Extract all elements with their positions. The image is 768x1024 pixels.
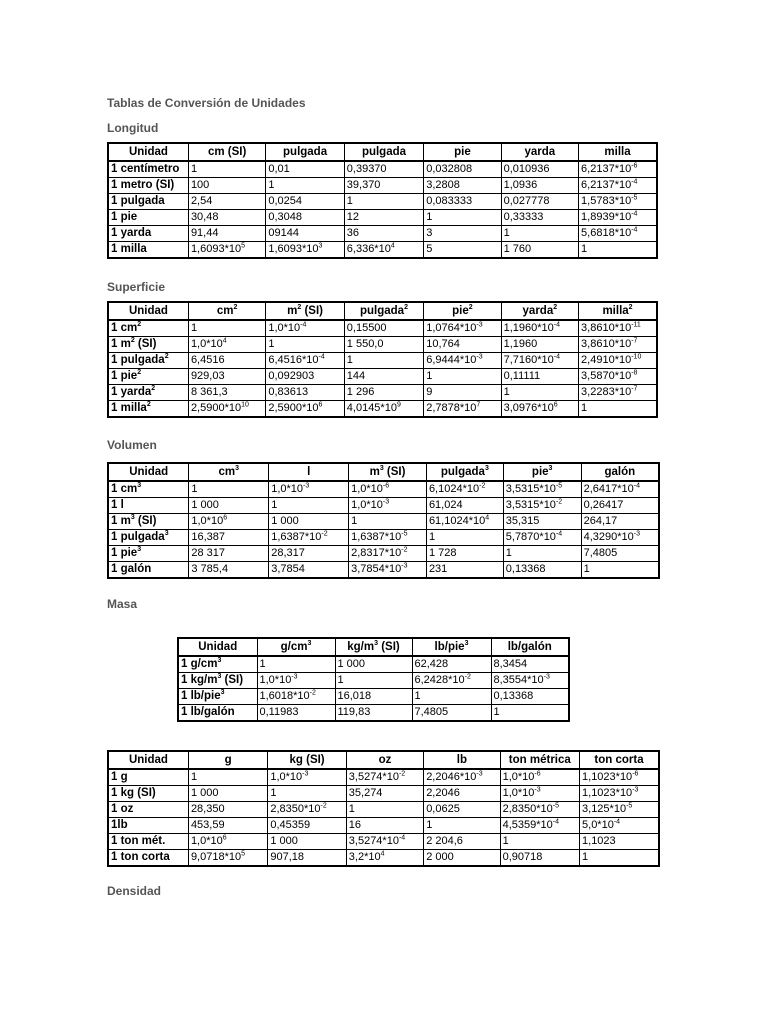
table-row (108, 786, 659, 802)
table-cell: $3,5315*10^{-5}$ (503, 481, 581, 498)
table-cell: $1,0*10^{-3}$ (257, 673, 335, 689)
table-cell: $1,0*10^{-6}$ (500, 769, 579, 786)
table-cell: 1 (188, 161, 265, 178)
table-cell: 0,3048 (266, 210, 344, 226)
column-header: pulgada$^2$ (344, 302, 423, 320)
table-cell: $61,1024*10^4$ (426, 514, 503, 530)
row-label: 1 ton mét. (108, 834, 188, 850)
table-cell: 0,45359 (268, 818, 346, 834)
table-masa-densidad (177, 637, 570, 722)
table-cell: $3,5274*10^{-2}$ (346, 769, 423, 786)
column-header: kg (SI) (268, 751, 346, 769)
table-cell: $5,7870*10^{-4}$ (503, 530, 581, 546)
heading-densidad: Densidad (107, 884, 162, 898)
heading-volumen: Volumen (107, 438, 157, 452)
table-cell: $6,336*10^4$ (344, 242, 423, 259)
row-label: 1 yarda (108, 226, 188, 242)
column-header: $cm^3$ (189, 463, 269, 481)
row-label: 1 milla (108, 242, 188, 259)
row-label: 1 ton corta (108, 850, 188, 867)
column-header: pie$^3$ (503, 463, 581, 481)
table-cell: 8,3454 (491, 656, 569, 673)
table-row (108, 194, 657, 210)
table-cell: $4,5359*10^{-4}$ (500, 818, 579, 834)
table-cell: $1,8939*10^{-4}$ (579, 210, 657, 226)
table-cell: $1,0*10^{-3}$ (269, 481, 349, 498)
table-cell: $1,0*10^4$ (188, 337, 265, 353)
table-row (108, 178, 657, 194)
table-cell: $1,0*10^6$ (188, 834, 267, 850)
table-cell: 264,17 (581, 514, 659, 530)
page-title: Tablas de Conversión de Unidades (107, 96, 306, 110)
table-cell: $2,2046*10^{-3}$ (424, 769, 500, 786)
row-label: 1 $m^2$ (SI) (108, 337, 188, 353)
row-label: 1 pie$^3$ (108, 546, 189, 562)
column-header: ton métrica (500, 751, 579, 769)
column-header: galón (581, 463, 659, 481)
table-row (108, 818, 659, 834)
table-cell: $4,3290*10^{-3}$ (581, 530, 659, 546)
column-header: yarda (501, 143, 578, 161)
table-cell: 100 (188, 178, 265, 194)
column-header: pie$^2$ (424, 302, 501, 320)
table-cell: 231 (426, 562, 503, 579)
table-cell: 1 (501, 385, 578, 401)
table-cell: 30,48 (188, 210, 265, 226)
table-cell: $1,1023*10^{-3}$ (580, 786, 659, 802)
table-cell: $8,3554*10^{-3}$ (491, 673, 569, 689)
table-cell: 36 (344, 226, 423, 242)
table-cell: $1,6093*10^5$ (188, 242, 265, 259)
table-cell: $1,0*10^{-3}$ (500, 786, 579, 802)
table-cell: 0,11983 (257, 705, 335, 722)
table-cell: 1 (268, 786, 346, 802)
row-label: 1 metro (SI) (108, 178, 188, 194)
table-cell: 144 (344, 369, 423, 385)
table-row (108, 369, 657, 385)
row-label: 1 $kg/m^3$ (SI) (178, 673, 257, 689)
column-header: Unidad (108, 463, 189, 481)
table-cell: 1 000 (188, 786, 267, 802)
table-row (108, 546, 659, 562)
row-label: 1 centímetro (108, 161, 188, 178)
table-row (178, 689, 569, 705)
table-cell: 35,274 (346, 786, 423, 802)
table-cell: $2,5900*10^{10}$ (188, 401, 265, 418)
table-cell: 2,2046 (424, 786, 500, 802)
table-cell: $2,6417*10^{-4}$ (581, 481, 659, 498)
table-cell: 09144 (266, 226, 344, 242)
table-cell: 1 (424, 818, 500, 834)
table-row (108, 385, 657, 401)
table-cell: 1 550,0 (344, 337, 423, 353)
table-cell: $6,1024*10^{-2}$ (426, 481, 503, 498)
table-cell: 2 204,6 (424, 834, 500, 850)
table-cell: $9,0718*10^5$ (188, 850, 267, 867)
table-cell: 0,01 (266, 161, 344, 178)
row-label: 1 $cm^3$ (108, 481, 189, 498)
table-cell: 0,90718 (500, 850, 579, 867)
table-cell: $1,0*10^6$ (189, 514, 269, 530)
column-header: ton corta (580, 751, 659, 769)
table-row (108, 210, 657, 226)
table-cell: $3,2*10^4$ (346, 850, 423, 867)
table-cell: 28 317 (189, 546, 269, 562)
table-cell: $1,0*10^{-3}$ (349, 498, 427, 514)
table-cell: 3,2808 (424, 178, 501, 194)
column-header: pie (424, 143, 501, 161)
table-cell: 5 (424, 242, 501, 259)
row-label: 1 pulgada (108, 194, 188, 210)
table-cell: 16,387 (189, 530, 269, 546)
table-cell: 62,428 (412, 656, 491, 673)
table-cell: 1 760 (501, 242, 578, 259)
table-cell: 0,11111 (501, 369, 578, 385)
table-cell: 1 000 (189, 498, 269, 514)
table-cell: $3,0976*10^6$ (501, 401, 578, 418)
table-cell: 1 (266, 337, 344, 353)
column-header: milla (579, 143, 657, 161)
table-row (178, 656, 569, 673)
column-header: Unidad (178, 638, 257, 656)
table-cell: 1 (424, 210, 501, 226)
table-cell: $2,8350*10^{-2}$ (268, 802, 346, 818)
column-header: Unidad (108, 302, 188, 320)
table-cell: 453,59 (188, 818, 267, 834)
table-cell: $1,6387*10^{-2}$ (269, 530, 349, 546)
table-cell: 28,317 (269, 546, 349, 562)
column-header: lb (424, 751, 500, 769)
table-cell: 0,83613 (266, 385, 344, 401)
table-cell: 61,024 (426, 498, 503, 514)
column-header: $g/cm^3$ (257, 638, 335, 656)
table-cell: 0,032808 (424, 161, 501, 178)
table-cell: $6,2137*10^{-6}$ (579, 161, 657, 178)
table-cell: 0,33333 (501, 210, 578, 226)
table-cell: 16 (346, 818, 423, 834)
table-row (178, 673, 569, 689)
table-cell: 929,03 (188, 369, 265, 385)
table-cell: 6,4516 (188, 353, 265, 369)
table-cell: 1 (188, 769, 267, 786)
column-header: lb/galón (491, 638, 569, 656)
table-cell: 2 000 (424, 850, 500, 867)
table-cell: 119,83 (335, 705, 412, 722)
table-cell: 0,26417 (581, 498, 659, 514)
row-label: 1 pulgada$^2$ (108, 353, 188, 369)
row-label: 1 $cm^2$ (108, 320, 188, 337)
table-row (108, 514, 659, 530)
table-header-row (108, 751, 659, 769)
table-cell: 1 (269, 498, 349, 514)
table-cell: 3 (424, 226, 501, 242)
table-cell: 1 (579, 242, 657, 259)
row-label: 1 kg (SI) (108, 786, 188, 802)
table-cell: 907,18 (268, 850, 346, 867)
column-header: l (269, 463, 349, 481)
table-cell: $6,9444*10^{-3}$ (424, 353, 501, 369)
table-cell: 7,4805 (412, 705, 491, 722)
table-cell: $2,7878*10^7$ (424, 401, 501, 418)
table-header-row (178, 638, 569, 656)
column-header: $cm^2$ (188, 302, 265, 320)
table-cell: 0,092903 (266, 369, 344, 385)
row-label: 1 galón (108, 562, 189, 579)
table-row (108, 850, 659, 867)
table-cell: $2,4910*10^{-10}$ (579, 353, 657, 369)
table-cell: $1,0*10^{-6}$ (349, 481, 427, 498)
column-header: cm (SI) (188, 143, 265, 161)
column-header: lb/pie$^3$ (412, 638, 491, 656)
column-header: oz (346, 751, 423, 769)
table-cell: 7,4805 (581, 546, 659, 562)
table-cell: $5,6818*10^{-4}$ (579, 226, 657, 242)
table-cell: 1 (491, 705, 569, 722)
row-label: 1 yarda$^2$ (108, 385, 188, 401)
column-header: pulgada (266, 143, 344, 161)
table-cell: 2,54 (188, 194, 265, 210)
table-cell: 0,0625 (424, 802, 500, 818)
table-cell: $3,7854*10^{-3}$ (349, 562, 427, 579)
table-row (108, 802, 659, 818)
table-cell: 1 (503, 546, 581, 562)
table-cell: $3,5315*10^{-2}$ (503, 498, 581, 514)
table-row (108, 481, 659, 498)
table-cell: 35,315 (503, 514, 581, 530)
table-cell: 1 (580, 850, 659, 867)
table-cell: 0,13368 (491, 689, 569, 705)
table-cell: 1 (426, 530, 503, 546)
table-superficie (107, 301, 658, 418)
table-cell: 1 000 (268, 834, 346, 850)
table-row (108, 401, 657, 418)
table-cell: $1,0*10^{-3}$ (268, 769, 346, 786)
table-cell: 10,764 (424, 337, 501, 353)
table-cell: 1 (346, 802, 423, 818)
table-cell: 1 (188, 320, 265, 337)
table-row (108, 337, 657, 353)
row-label: 1 pie$^2$ (108, 369, 188, 385)
table-cell: 1,1023 (580, 834, 659, 850)
column-header: $m^2$ (SI) (266, 302, 344, 320)
table-cell: 0,0254 (266, 194, 344, 210)
table-cell: 16,018 (335, 689, 412, 705)
table-cell: 1 728 (426, 546, 503, 562)
table-cell: $1,5783*10^{-5}$ (579, 194, 657, 210)
table-row (108, 530, 659, 546)
table-row (108, 562, 659, 579)
row-label: 1 lb/galón (178, 705, 257, 722)
table-cell: $3,8610*10^{-7}$ (579, 337, 657, 353)
table-row (108, 498, 659, 514)
table-cell: 39,370 (344, 178, 423, 194)
table-cell: 0,15500 (344, 320, 423, 337)
column-header: g (188, 751, 267, 769)
table-cell: $1,1960*10^{-4}$ (501, 320, 578, 337)
heading-longitud: Longitud (107, 121, 159, 135)
table-cell: 1 (189, 481, 269, 498)
table-cell: 1 (344, 353, 423, 369)
row-label: 1 pulgada$^3$ (108, 530, 189, 546)
table-cell: $1,6093*10^3$ (266, 242, 344, 259)
table-cell: $6,2428*10^{-2}$ (412, 673, 491, 689)
table-cell: $4,0145*10^9$ (344, 401, 423, 418)
table-cell: 3,7854 (269, 562, 349, 579)
column-header: pulgada (344, 143, 423, 161)
column-header: $m^3$ (SI) (349, 463, 427, 481)
table-cell: 1 (579, 401, 657, 418)
table-cell: $2,5900*10^6$ (266, 401, 344, 418)
table-cell: $6,4516*10^{-4}$ (266, 353, 344, 369)
table-cell: 1 (349, 514, 427, 530)
table-cell: 0,083333 (424, 194, 501, 210)
table-row (108, 242, 657, 259)
table-cell: 1 296 (344, 385, 423, 401)
row-label: 1 oz (108, 802, 188, 818)
table-cell: 8 361,3 (188, 385, 265, 401)
table-cell: 1 (344, 194, 423, 210)
column-header: Unidad (108, 751, 188, 769)
table-cell: 0,027778 (501, 194, 578, 210)
column-header: yarda$^2$ (501, 302, 578, 320)
table-cell: 91,44 (188, 226, 265, 242)
row-label: 1 $m^3$ (SI) (108, 514, 189, 530)
table-row (108, 161, 657, 178)
row-label: 1 g (108, 769, 188, 786)
table-cell: 1 (500, 834, 579, 850)
row-label: 1 milla$^2$ (108, 401, 188, 418)
table-cell: $1,0*10^{-4}$ (266, 320, 344, 337)
table-row (178, 705, 569, 722)
column-header: Unidad (108, 143, 188, 161)
table-cell: 1 (424, 369, 501, 385)
table-masa (107, 750, 660, 867)
table-cell: $1,1023*10^{-6}$ (580, 769, 659, 786)
table-volumen (107, 462, 660, 579)
table-longitud (107, 142, 658, 259)
table-cell: $3,125*10^{-5}$ (580, 802, 659, 818)
table-cell: $1,6387*10^{-5}$ (349, 530, 427, 546)
table-cell: 0,39370 (344, 161, 423, 178)
table-cell: 1 (501, 226, 578, 242)
row-label: 1 l (108, 498, 189, 514)
table-row (108, 353, 657, 369)
table-cell: 1 (266, 178, 344, 194)
table-cell: $3,8610*10^{-11}$ (579, 320, 657, 337)
table-cell: 0,010936 (501, 161, 578, 178)
table-cell: $5,0*10^{-4}$ (580, 818, 659, 834)
table-header-row (108, 302, 657, 320)
table-cell: $2,8350*10^{-5}$ (500, 802, 579, 818)
table-cell: 1 (581, 562, 659, 579)
table-cell: $3,2283*10^{-7}$ (579, 385, 657, 401)
table-cell: 0,13368 (503, 562, 581, 579)
column-header: pulgada$^3$ (426, 463, 503, 481)
table-cell: $6,2137*10^{-4}$ (579, 178, 657, 194)
table-cell: 1,1960 (501, 337, 578, 353)
row-label: 1 lb/pie$^3$ (178, 689, 257, 705)
table-cell: $3,5274*10^{-4}$ (346, 834, 423, 850)
table-cell: $7,7160*10^{-4}$ (501, 353, 578, 369)
column-header: $kg/m^3$ (SI) (335, 638, 412, 656)
table-cell: $2,8317*10^{-2}$ (349, 546, 427, 562)
heading-superficie: Superficie (107, 280, 166, 294)
table-cell: $1,6018*10^{-2}$ (257, 689, 335, 705)
table-cell: 1,0936 (501, 178, 578, 194)
row-label: 1 pie (108, 210, 188, 226)
table-cell: 28,350 (188, 802, 267, 818)
heading-masa: Masa (107, 597, 138, 611)
table-cell: 1 000 (335, 656, 412, 673)
column-header: milla$^2$ (579, 302, 657, 320)
table-cell: $1,0764*10^{-3}$ (424, 320, 501, 337)
table-cell: 9 (424, 385, 501, 401)
row-label: 1 $g/cm^3$ (178, 656, 257, 673)
table-cell: 3 785,4 (189, 562, 269, 579)
row-label: 1lb (108, 818, 188, 834)
table-header-row (108, 143, 657, 161)
table-row (108, 320, 657, 337)
table-cell: 12 (344, 210, 423, 226)
table-cell: $3,5870*10^{-8}$ (579, 369, 657, 385)
table-row (108, 834, 659, 850)
table-cell: 1 (257, 656, 335, 673)
table-row (108, 226, 657, 242)
table-row (108, 769, 659, 786)
table-cell: 1 (335, 673, 412, 689)
table-cell: 1 (412, 689, 491, 705)
table-header-row (108, 463, 659, 481)
table-cell: 1 000 (269, 514, 349, 530)
